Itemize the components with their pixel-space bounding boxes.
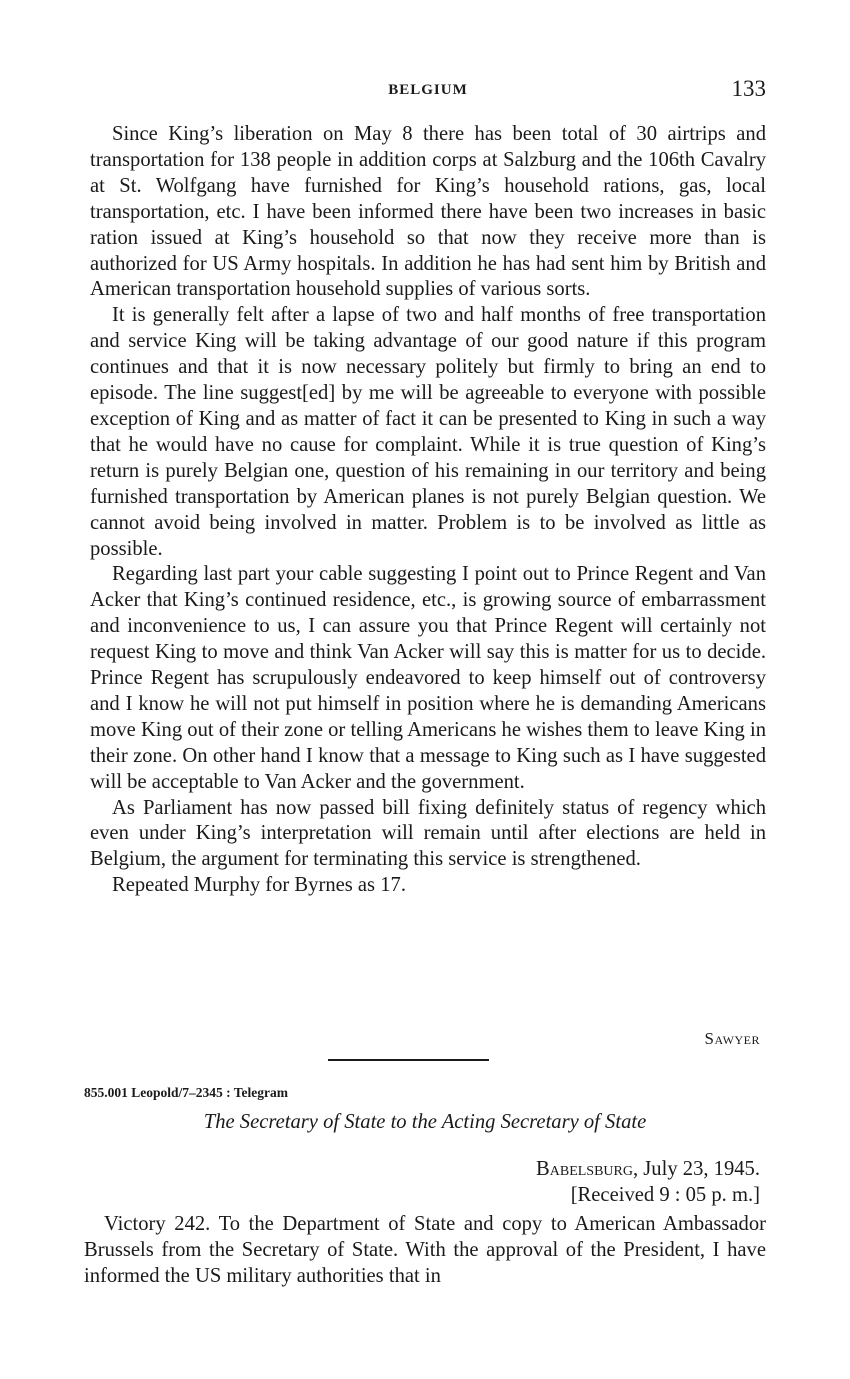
paragraph-5: Repeated Murphy for Byrnes as 17. [112,874,406,897]
dateline [536,1156,760,1208]
signature: Sawyer [704,1029,760,1048]
paragraph-4: As Parliament has now passed bill fixing definitely status of regency which even under King’s interpretation will remain until after elections are held in Belgium, the argument for terminating this service is strengthened. [90,796,766,871]
paragraph-1: Since King’s liberation on May 8 there has been total of 30 airtrips and transportation for 138 people in addition corps at Salzburg and the 106th Cavalry at St. Wolfgang have furnished for King’s household rations, gas, local transportation, etc. I have been informed there have been two increases in basic ration issued at King’s household so that now they receive more than is authorized for US Army hospitals. In addition he has had sent him by British and American transportation household supplies of various sorts. [90,123,766,301]
section-divider [328,1059,489,1061]
paragraph-2: It is generally felt after a lapse of two and half months of free transportation and service King will be taking advantage of our good nature if this program continues and that it is now necessary politely but firmly to bring an end to episode. The line suggest[ed] by me will be agreeable to everyone with possible exception of King and as matter of fact it can be presented to King in such a way that he would have no cause for complaint. While it is true question of King’s return is purely Belgian one, question of his remaining in our territory and being furnished transportation by American planes is not purely Belgian question. We cannot avoid being involved in matter. Problem is to be involved as little as possible. [90,304,766,560]
telegram-paragraph: Victory 242. To the Department of State and copy to American Ambassador Brussels from the Secretary of State. With the approval of the President, I have informed the US military authorities that in [84,1213,766,1287]
page-number: 133 [731,76,766,101]
received-time: [Received 9 : 05 p. m.] [570,1184,760,1206]
telegram-body [84,1211,766,1289]
document-heading: The Secretary of State to the Acting Secretary of State [203,1111,647,1133]
running-head [90,76,766,104]
paragraph-3: Regarding last part your cable suggesting I point out to Prince Regent and Van Acker that King’s continued residence, etc., is growing source of embarrassment and inconvenience to us, I can assure you that Prince Regent will certainly not request King to move and think Van Acker will say this is matter for us to decide. Prince Regent has scrupulously endeavored to keep himself out of controversy and I know he will not put himself in position where he is demanding Americans move King out of their zone or telling Americans he wishes them to leave King in their zone. On other hand I know that a message to King such as I have suggested will be acceptable to Van Acker and the government. [90,563,766,793]
letter-body [90,122,766,899]
dateline-date: July 23, 1945. [638,1158,760,1180]
place-date [536,1156,760,1182]
file-reference: 855.001 Leopold/7–2345 : Telegram [84,1085,289,1100]
running-title: BELGIUM [388,82,468,98]
dateline-place: Babelsburg, [536,1158,639,1180]
